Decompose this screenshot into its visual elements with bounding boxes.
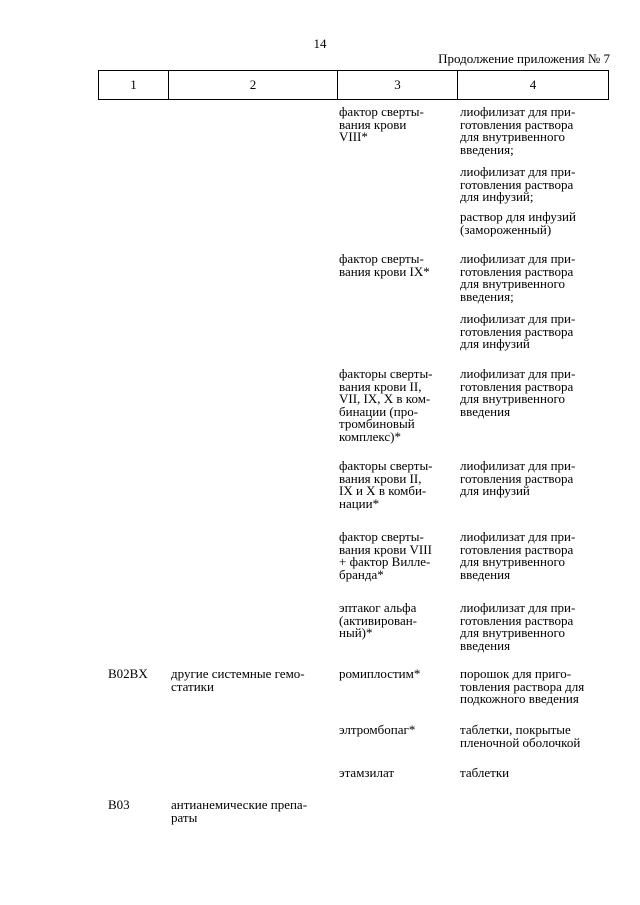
substance-name: этамзилат xyxy=(339,765,395,780)
substance-name: элтромбопаг* xyxy=(339,722,416,737)
dosage-form: лиофилизат для при- готовления раствора для инфузий; xyxy=(460,164,576,204)
substance-name: ромиплостим* xyxy=(339,666,421,681)
dosage-form: порошок для приго- товления раствора для подкожного введения xyxy=(460,666,585,706)
dosage-form: раствор для инфузий (замороженный) xyxy=(460,209,576,237)
header-col-1: 1 xyxy=(130,76,137,92)
atc-group-name: другие системные гемо- статики xyxy=(171,666,305,694)
dosage-form: лиофилизат для при- готовления раствора для внутривенного введения; xyxy=(460,104,576,157)
dosage-form: лиофилизат для при- готовления раствора для инфузий xyxy=(460,458,576,498)
substance-name: факторы сверты- вания крови II, IX и X в комби- нации* xyxy=(339,458,433,511)
dosage-form: таблетки xyxy=(460,765,510,780)
header-col-4: 4 xyxy=(457,71,608,99)
table-header xyxy=(98,70,609,100)
substance-name: фактор сверты- вания крови VIII + фактор Вилле- бранда* xyxy=(339,529,432,582)
dosage-form: лиофилизат для при- готовления раствора для внутривенного введения xyxy=(460,366,576,419)
substance-name: фактор сверты- вания крови IX* xyxy=(339,251,430,279)
continuation-label: Продолжение приложения № 7 xyxy=(438,51,610,66)
header-col-2: 2 xyxy=(168,71,337,99)
substance-name: эптаког альфа (активирован- ный)* xyxy=(339,600,417,640)
atc-code: B03 xyxy=(108,797,130,812)
dosage-form: лиофилизат для при- готовления раствора для внутривенного введения; xyxy=(460,251,576,304)
dosage-form: таблетки, покрытые пленочной оболочкой xyxy=(460,722,581,750)
substance-name: фактор сверты- вания крови VIII* xyxy=(339,104,424,144)
header-col-3: 3 xyxy=(337,71,457,99)
atc-group-name: антианемические препа- раты xyxy=(171,797,308,825)
dosage-form: лиофилизат для при- готовления раствора для инфузий xyxy=(460,311,576,351)
atc-code: B02BX xyxy=(108,666,148,681)
dosage-form: лиофилизат для при- готовления раствора для внутривенного введения xyxy=(460,600,576,653)
page-number: 14 xyxy=(313,36,327,51)
substance-name: факторы сверты- вания крови II, VII, IX, X в ком- бинации (про- тромбиновый комплекс)* xyxy=(339,366,433,444)
dosage-form: лиофилизат для при- готовления раствора для внутривенного введения xyxy=(460,529,576,582)
